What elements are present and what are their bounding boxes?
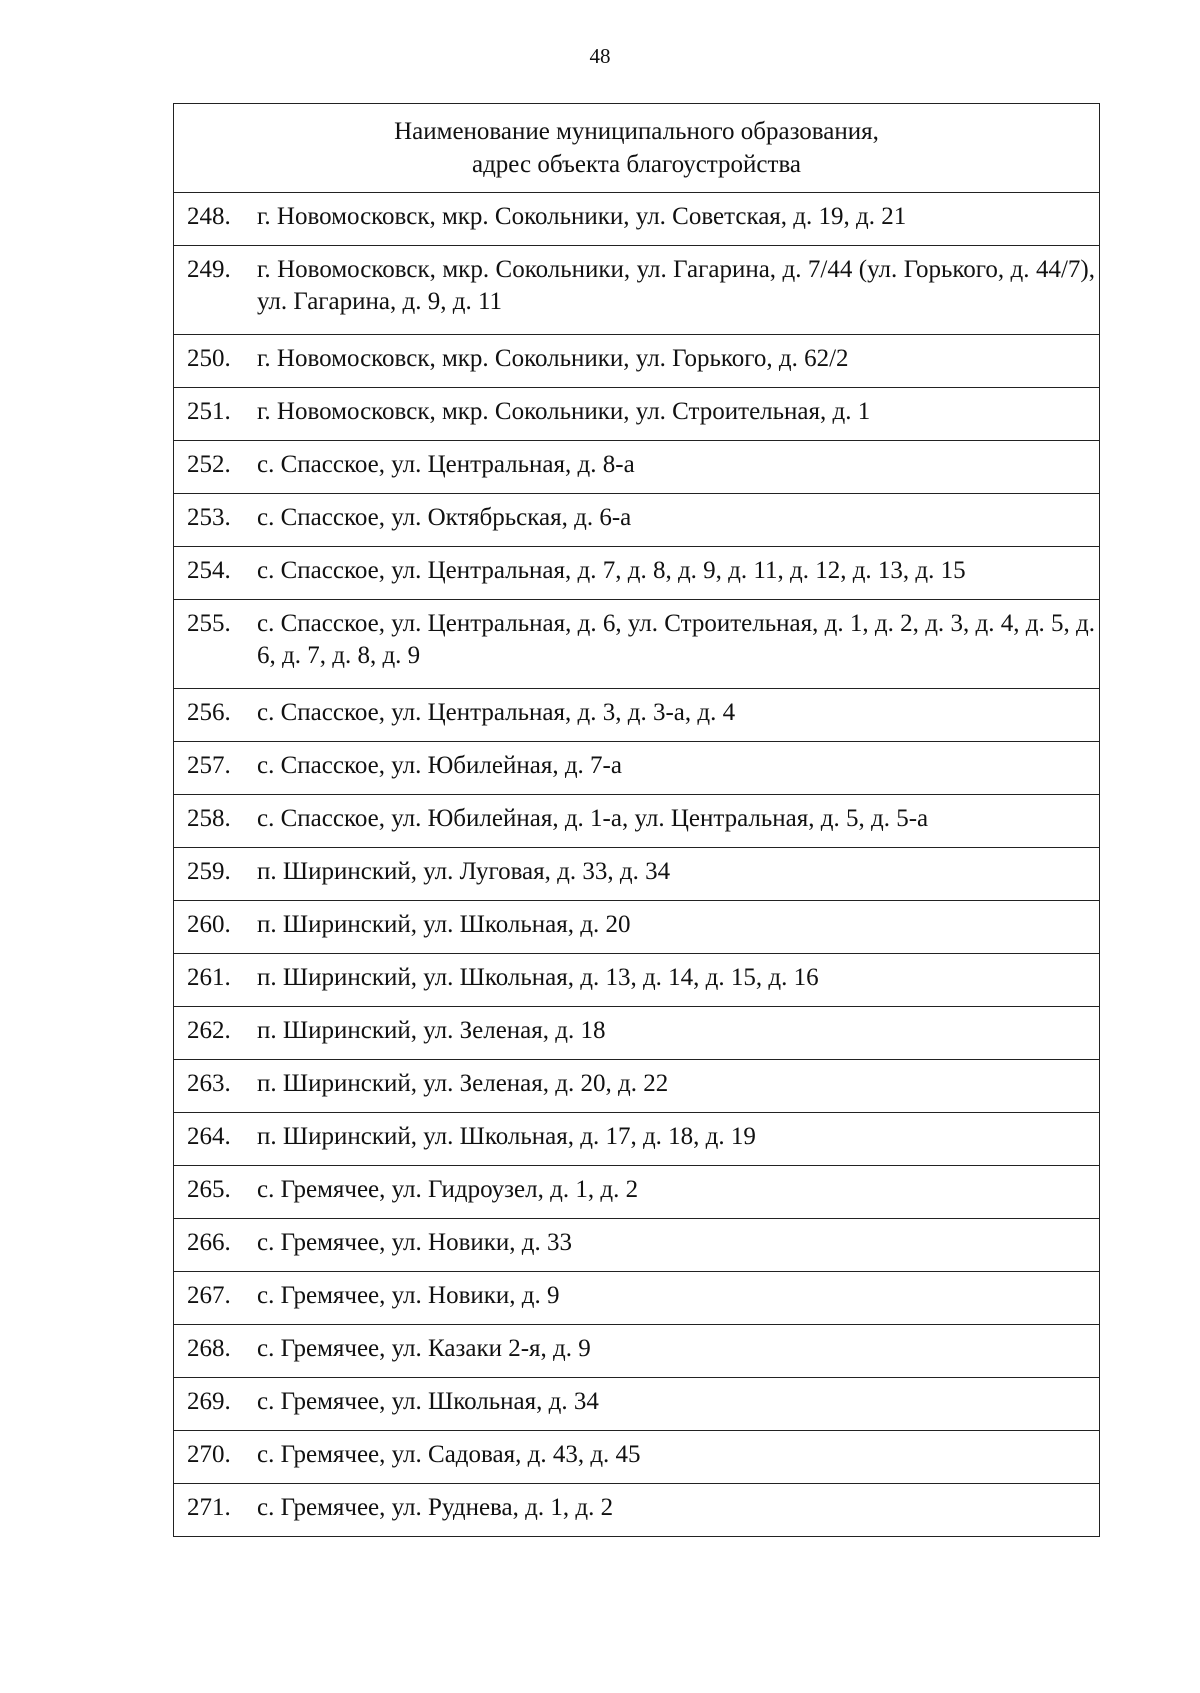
row-number: 249. [187,256,231,283]
row-address: г. Новомосковск, мкр. Сокольники, ул. Гагарина, д. 7/44 (ул. Горького, д. 44/7), ул. Гагарина, д. 9, д. 11 [257,256,1095,315]
row-address: г. Новомосковск, мкр. Сокольники, ул. Строительная, д. 1 [257,398,871,425]
row-address: п. Ширинский, ул. Школьная, д. 20 [257,911,631,938]
table-row [174,494,1100,547]
table-row [174,795,1100,848]
table-row [174,600,1100,689]
row-number: 251. [187,398,231,425]
table-row [174,388,1100,441]
row-address: с. Спасское, ул. Центральная, д. 8-а [257,451,635,478]
row-number: 256. [187,699,231,726]
row-number: 255. [187,610,231,637]
row-address: с. Спасское, ул. Юбилейная, д. 7-а [257,752,622,779]
row-address: п. Ширинский, ул. Школьная, д. 17, д. 18, д. 19 [257,1123,756,1150]
table-row [174,1060,1100,1113]
table-row [174,246,1100,335]
row-number: 254. [187,557,231,584]
table-row [174,1219,1100,1272]
table-header-row [174,104,1100,193]
row-number: 270. [187,1441,231,1468]
row-number: 257. [187,752,231,779]
table-row [174,954,1100,1007]
row-address: с. Спасское, ул. Центральная, д. 3, д. 3-а, д. 4 [257,699,736,726]
table-row [174,1431,1100,1484]
row-number: 263. [187,1070,231,1097]
row-address: с. Спасское, ул. Центральная, д. 6, ул. Строительная, д. 1, д. 2, д. 3, д. 4, д. 5, д. 6, д. 7, д. 8, д. 9 [257,610,1095,669]
table-row [174,547,1100,600]
row-address: с. Гремячее, ул. Руднева, д. 1, д. 2 [257,1494,614,1521]
row-number: 266. [187,1229,231,1256]
table-row [174,1378,1100,1431]
table-row [174,1007,1100,1060]
row-number: 248. [187,203,231,230]
row-address: с. Гремячее, ул. Казаки 2-я, д. 9 [257,1335,591,1362]
header-line-2: адрес объекта благоустройства [471,151,802,178]
table-header [174,104,1100,193]
row-address: с. Гремячее, ул. Садовая, д. 43, д. 45 [257,1441,641,1468]
row-number: 258. [187,805,231,832]
row-address: с. Гремячее, ул. Новики, д. 33 [257,1229,573,1256]
table-row [174,335,1100,388]
objects-table [173,103,1100,1537]
row-address: г. Новомосковск, мкр. Сокольники, ул. Советская, д. 19, д. 21 [257,203,907,230]
row-address: п. Ширинский, ул. Луговая, д. 33, д. 34 [257,858,671,885]
table-row [174,901,1100,954]
row-number: 261. [187,964,231,991]
table-row [174,1166,1100,1219]
row-number: 269. [187,1388,231,1415]
table-row [174,1113,1100,1166]
table-row [174,1484,1100,1537]
row-number: 260. [187,911,231,938]
row-address: п. Ширинский, ул. Школьная, д. 13, д. 14, д. 15, д. 16 [257,964,819,991]
row-number: 262. [187,1017,231,1044]
header-line-1: Наименование муниципального образования, [394,118,879,145]
table-row [174,742,1100,795]
row-number: 267. [187,1282,231,1309]
page-number: 48 [589,44,611,68]
row-address: с. Спасское, ул. Центральная, д. 7, д. 8, д. 9, д. 11, д. 12, д. 13, д. 15 [257,557,966,584]
row-address: с. Гремячее, ул. Гидроузел, д. 1, д. 2 [257,1176,639,1203]
row-number: 252. [187,451,231,478]
row-address: с. Спасское, ул. Октябрьская, д. 6-а [257,504,632,531]
row-number: 259. [187,858,231,885]
row-number: 265. [187,1176,231,1203]
table-row [174,689,1100,742]
table-row [174,848,1100,901]
row-address: п. Ширинский, ул. Зеленая, д. 18 [257,1017,606,1044]
table-row [174,193,1100,246]
table-row [174,1325,1100,1378]
row-address: п. Ширинский, ул. Зеленая, д. 20, д. 22 [257,1070,669,1097]
row-number: 268. [187,1335,231,1362]
table-row [174,1272,1100,1325]
row-number: 250. [187,345,231,372]
row-address: с. Гремячее, ул. Новики, д. 9 [257,1282,560,1309]
table-row [174,441,1100,494]
row-number: 264. [187,1123,231,1150]
row-number: 253. [187,504,231,531]
row-address: г. Новомосковск, мкр. Сокольники, ул. Горького, д. 62/2 [257,345,849,372]
row-number: 271. [187,1494,231,1521]
row-address: с. Спасское, ул. Юбилейная, д. 1-а, ул. Центральная, д. 5, д. 5-а [257,805,929,832]
row-address: с. Гремячее, ул. Школьная, д. 34 [257,1388,599,1415]
